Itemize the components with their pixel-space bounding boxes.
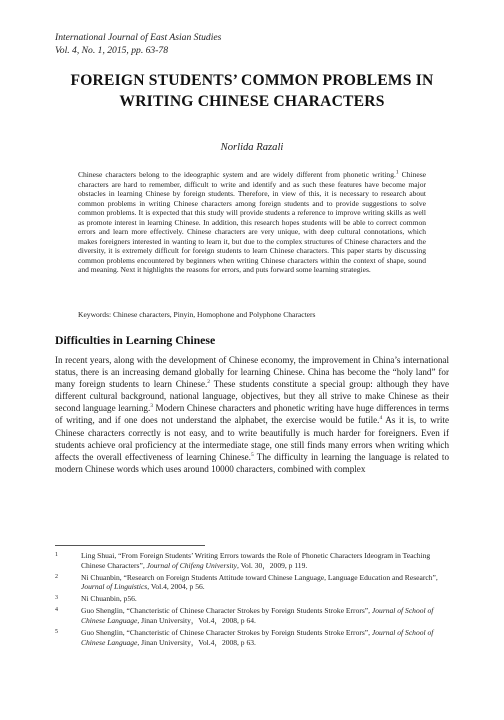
journal-name: International Journal of East Asian Studies [55,32,222,43]
footnote-text: Guo Shenglin, “Chancteristic of Chinese Character Strokes by Foreign Students Stroke Errors”, [81,606,372,616]
article-title: FOREIGN STUDENTS’ COMMON PROBLEMS IN WRITING CHINESE CHARACTERS [70,72,434,110]
footnote-ref-5[interactable]: 5 [250,451,254,458]
body-text-4: As it is, to write Chinese characters correctly is not easy, and to write beautifully is much harder for foreigners. Even if students achieve oral proficiency at the intermediate stage, one still finds many errors when writing which affects the overall effectiveness of learning Chinese. [55,415,449,462]
footnote-journal: Journal of School of Chinese Language [81,606,434,626]
footnote-journal: Journal of School of Chinese Language [81,628,434,647]
journal-header [55,31,221,57]
abstract-text-2: Chinese characters are hard to remember, difficult to write and identify and as such these features have become major obstacles in learning Chinese by foreign students. Therefore, in view of this, it is necessary to research about common problems in writing Chinese characters among foreign students and to provide suggestions to solve common problems. It is expected that this study will provide students a reference to improve writing skills as well as promote interest in learning Chinese. In addition, this research hopes students will be able to correct common errors and learn more effectively. Chinese characters are very unique, with deep cultural connotations, which makes foreigners interested in wanting to learn it, but due to the complex structures of Chinese characters and the diversity, it is extremely difficult for foreign students to learn Chinese characters. This paper starts by discussing common problems encountered by beginners when writing Chinese characters within the context of shape, sound and meaning. Next it highlights the reasons for errors, and puts forward some learning strategies. [78,170,426,275]
footnote [55,606,449,625]
footnote-number: 3 [55,595,58,602]
keywords: Keywords: Chinese characters, Pinyin, Homophone and Polyphone Characters [78,310,316,319]
footnote-journal: Journal of Chifeng University [146,560,237,570]
footnote-text-end: , Vol.4, 2004, p 56. [147,582,205,592]
footnote-text: Ling Shuai, “From Foreign Students’ Writing Errors towards the Role of Phonetic Characters Ideogram in Teaching Chinese Characters”, [81,551,431,570]
footnote-number: 1 [55,552,58,558]
body-text-1: In recent years, along with the development of Chinese economy, the improvement in China’s international status, there is an increasing demand globally for learning Chinese. China has become the “holy land” for many foreign students to learn Chinese. [55,355,449,390]
footnote [55,594,449,604]
footnote-journal: Journal of Linguistics [81,582,148,592]
article-author: Norlida Razali [220,142,284,153]
footnote [55,551,449,570]
body-text-3: Modern Chinese characters and phonetic writing have huge differences in terms of writing, and if one does not understand the alphabet, the exercise would be futile. [55,403,449,426]
footnote-number: 5 [55,629,58,636]
body-paragraph [55,354,449,475]
footnote [55,573,449,592]
footnote-ref-3[interactable]: 3 [150,403,153,410]
footnote-number: 2 [55,573,58,580]
footnote-ref-1[interactable]: 1 [395,169,399,176]
footnotes [55,551,449,650]
footnote-text: Guo Shenglin, “Chancteristic of Chinese Character Strokes by Foreign Students Stroke Errors”, [81,628,372,638]
footnote-text-end: , Jinan University，Vol.4，2008, p 64. [137,616,256,626]
body-text-2: These students constitute a special group: although they have different cultural background, national language, objectives, but they all strive to make Chinese as their second language learning. [55,379,449,414]
body-text-5: The difficulty in learning the language is related to modern Chinese words which uses around 10000 characters, combined with complex [55,451,449,474]
abstract [78,170,426,275]
footnote [55,628,449,647]
section-heading: Difficulties in Learning Chinese [55,333,216,347]
footnote-ref-2[interactable]: 2 [207,379,211,386]
footnote-ref-4[interactable]: 4 [379,415,383,422]
footnote-text-end: , Vol. 30，2009, p 119. [236,560,308,570]
footnote-divider [55,545,205,546]
footnote-text: Ni Chuanbin, p56. [81,594,137,604]
footnote-number: 4 [55,607,58,614]
footnote-text-end: , Jinan University，Vol.4，2008, p 63. [137,637,256,647]
abstract-text-1: Chinese characters belong to the ideographic system and are widely different from phonetic writing. [78,170,396,179]
footnote-text: Ni Chuanbin, “Research on Foreign Students Attitude toward Chinese Language, Language Education and Research”, [81,572,438,582]
journal-volume: Vol. 4, No. 1, 2015, pp. 63-78 [55,45,168,56]
